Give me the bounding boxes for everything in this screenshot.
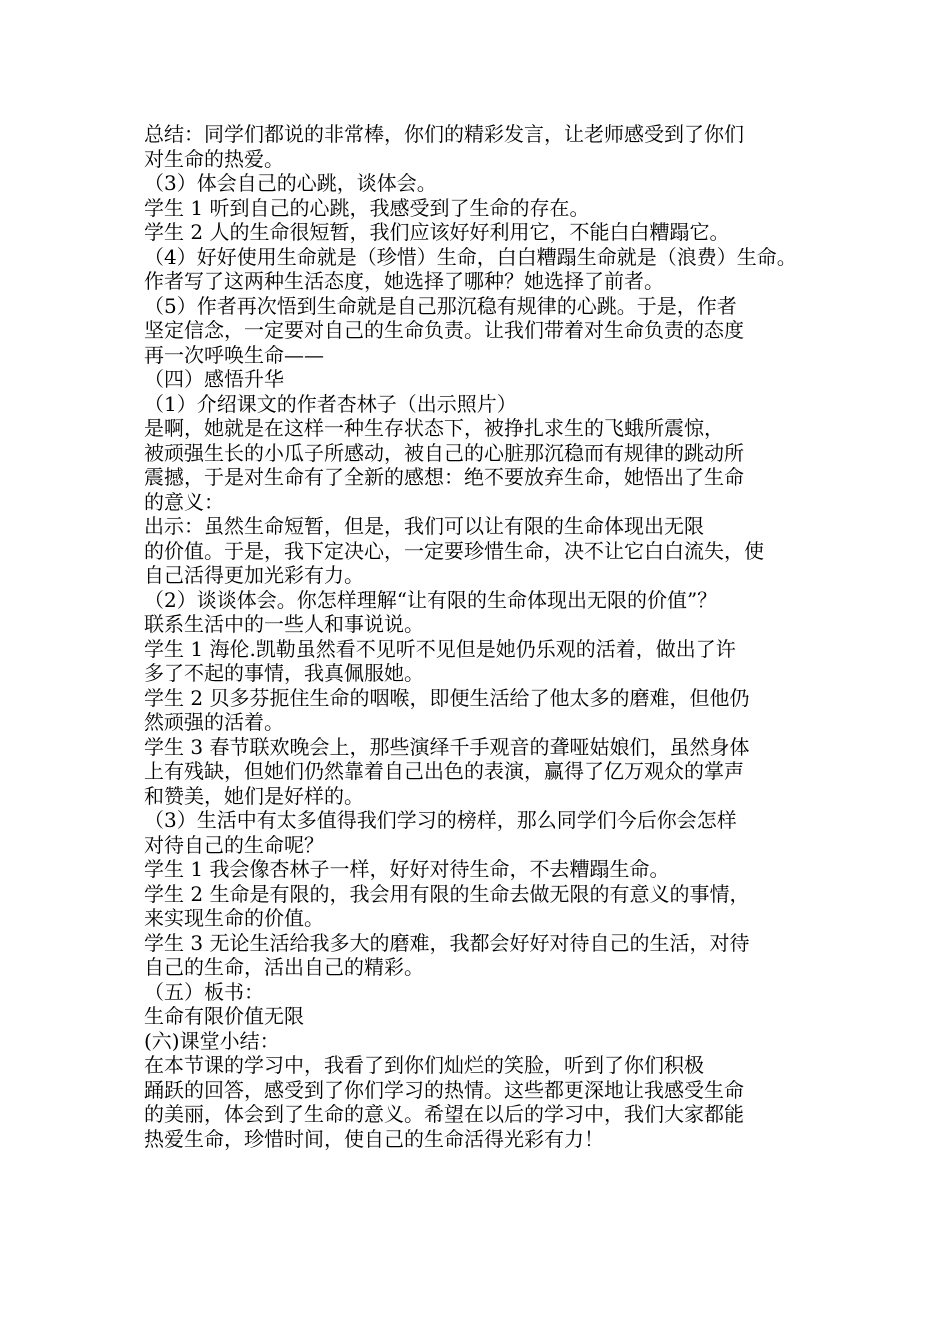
text-line: 总结：同学们都说的非常棒，你们的精彩发言，让老师感受到了你们 <box>144 122 744 146</box>
text-line: 踊跃的回答，感受到了你们学习的热情。这些都更深地让我感受生命 <box>144 1077 744 1102</box>
text-line: 作者写了这两种生活态度，她选择了哪种？她选择了前者。 <box>144 269 664 293</box>
text-line: 上有残缺，但她们仍然靠着自己出色的表演，赢得了亿万观众的掌声 <box>144 759 744 783</box>
text-line: 多了不起的事情，我真佩服她。 <box>144 661 424 685</box>
text-line: （4）好好使用生命就是（珍惜）生命，白白糟蹋生命就是（浪费）生命。 <box>144 244 797 269</box>
text-line: 联系生活中的一些人和事说说。 <box>144 612 424 636</box>
text-line: （5）作者再次悟到生命就是自己那沉稳有规律的心跳。于是，作者 <box>144 293 737 318</box>
text-line: 学生 2 贝多芬扼住生命的咽喉，即便生活给了他太多的磨难，但他仍 <box>144 685 750 710</box>
text-line: 学生 3 春节联欢晚会上，那些演绎千手观音的聋哑姑娘们，虽然身体 <box>144 734 750 759</box>
text-line: 的意义： <box>144 489 224 514</box>
text-line: （1）介绍课文的作者杏林子（出示照片） <box>144 391 517 416</box>
text-line: 学生 1 海伦.凯勒虽然看不见听不见但是她仍乐观的活着，做出了许 <box>144 636 736 661</box>
text-line: （2）谈谈体会。你怎样理解“让有限的生命体现出无限的价值”？ <box>144 587 718 612</box>
text-line: （3）体会自己的心跳，谈体会。 <box>144 171 437 195</box>
text-line: 被顽强生长的小瓜子所感动，被自己的心脏那沉稳而有规律的跳动所 <box>144 440 744 465</box>
text-line: 对待自己的生命呢？ <box>144 832 324 857</box>
text-line: 学生 3 无论生活给我多大的磨难，我都会好好对待自己的生活，对待 <box>144 930 750 955</box>
text-line: (六)课堂小结： <box>144 1028 280 1053</box>
text-line: 的美丽，体会到了生命的意义。希望在以后的学习中，我们大家都能 <box>144 1102 744 1126</box>
text-line: 学生 2 人的生命很短暂，我们应该好好利用它，不能白白糟蹋它。 <box>144 220 730 244</box>
text-line: 和赞美，她们是好样的。 <box>144 783 364 808</box>
text-line: 自己的生命，活出自己的精彩。 <box>144 955 424 979</box>
text-line: 坚定信念，一定要对自己的生命负责。让我们带着对生命负责的态度 <box>144 318 744 342</box>
text-line: 热爱生命，珍惜时间，使自己的生命活得光彩有力！ <box>144 1126 604 1151</box>
document-body <box>144 122 814 1151</box>
text-line: 对生命的热爱。 <box>144 146 284 171</box>
text-line: 再一次呼唤生命—— <box>144 342 324 367</box>
text-line: 自己活得更加光彩有力。 <box>144 563 364 587</box>
text-line: 出示：虽然生命短暂，但是，我们可以让有限的生命体现出无限 <box>144 514 704 538</box>
text-line: （四）感悟升华 <box>144 367 284 391</box>
text-line: 学生 1 听到自己的心跳，我感受到了生命的存在。 <box>144 195 590 220</box>
text-line: 生命有限价值无限 <box>144 1004 304 1028</box>
text-line: 震撼，于是对生命有了全新的感想：绝不要放弃生命，她悟出了生命 <box>144 465 744 489</box>
text-line: 是啊，她就是在这样一种生存状态下，被挣扎求生的飞蛾所震惊， <box>144 416 724 440</box>
text-line: 来实现生命的价值。 <box>144 906 324 930</box>
text-line: 然顽强的活着。 <box>144 710 284 734</box>
text-line: 在本节课的学习中，我看了到你们灿烂的笑脸，听到了你们积极 <box>144 1053 704 1077</box>
text-line: 的价值。于是，我下定决心，一定要珍惜生命，决不让它白白流失，使 <box>144 538 764 563</box>
text-line: 学生 1 我会像杏林子一样，好好对待生命，不去糟蹋生命。 <box>144 857 670 881</box>
text-line: （3）生活中有太多值得我们学习的榜样，那么同学们今后你会怎样 <box>144 808 737 832</box>
text-line: 学生 2 生命是有限的，我会用有限的生命去做无限的有意义的事情， <box>144 881 750 906</box>
text-line: （五）板书： <box>144 979 264 1004</box>
